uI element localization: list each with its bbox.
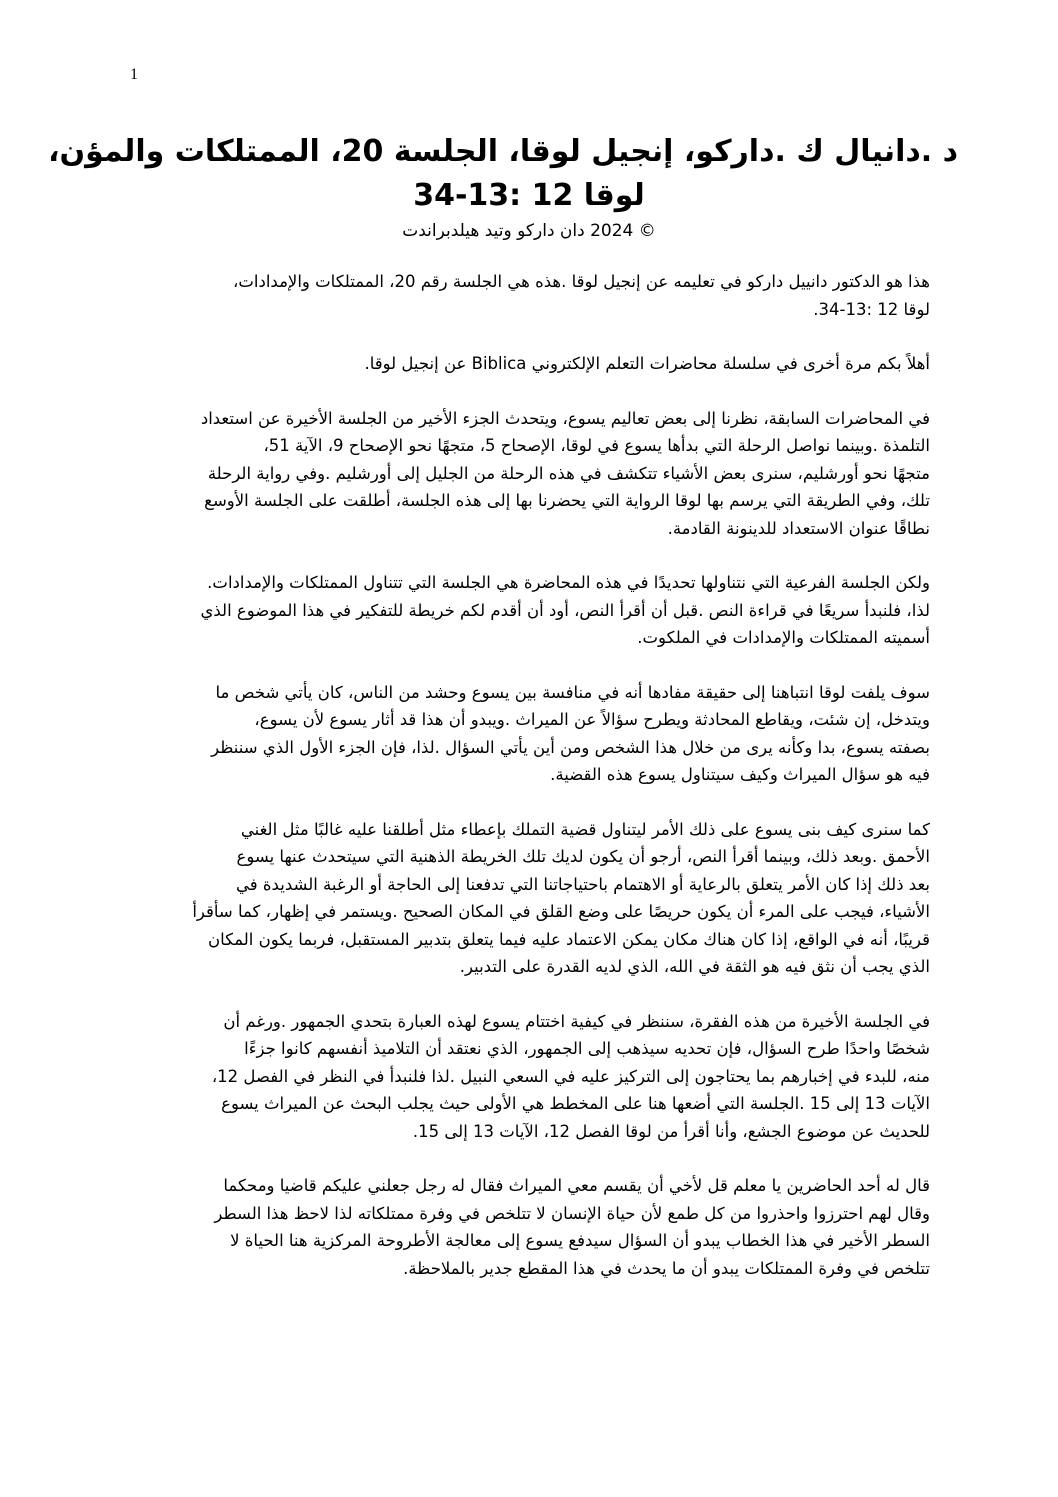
text-line: لوقا 12 :13-34. — [813, 299, 930, 319]
title-line: د .دانيال ك .داركو، إنجيل لوقا، الجلسة 20، الممتلكات والمؤن، — [48, 134, 958, 169]
paragraph-challenge — [130, 1008, 930, 1146]
text-line: لذا، فلنبدأ سريعًا في قراءة النص .قبل أن أقرأ النص، أود أن أقدم لكم خريطة للتفكير في هذا الموضوع الذي — [200, 600, 930, 620]
text-line: تتلخص في وفرة الممتلكات يبدو أن ما يحدث في هذا المقطع جدير بالملاحظة. — [403, 1258, 930, 1278]
text-line: أهلاً بكم مرة أخرى في سلسلة محاضرات التعلم الإلكتروني Biblica عن إنجيل لوقا. — [364, 354, 930, 373]
text-line: أسميته الممتلكات والإمدادات في الملكوت. — [637, 628, 930, 647]
text-line: قريبًا، أنه في الواقع، إذا كان هناك مكان يمكن الاعتماد عليه فيما يتعلق بتدبير المستقبل، فربما يكون المكان — [207, 929, 930, 949]
text-line: بعد ذلك إذا كان الأمر يتعلق بالرعاية أو الاهتمام باحتياجاتنا التي تدفعنا إلى الحاجة أو الرغبة الشديدة في — [236, 874, 930, 894]
text-line: منه، للبدء في إخبارهم بما يحتاجون إلى التركيز عليه في السعي النبيل .لذا فلنبدأ في النظر في الفصل 12، — [211, 1066, 930, 1086]
paragraph-welcome — [130, 350, 930, 378]
document-title — [48, 130, 958, 218]
text-line: للحديث عن موضوع الجشع، وأنا أقرأ من لوقا الفصل 12، الآيات 13 إلى 15. — [412, 1121, 930, 1141]
text-line: السطر الأخير في هذا الخطاب يبدو أن السؤال سيدفع يسوع إلى معالجة الأطروحة المركزية هنا الحياة لا — [230, 1231, 930, 1250]
text-line: بصفته يسوع، بدا وكأنه يرى من خلال هذا الشخص ومن أين يأتي السؤال .لذا، فإن الجزء الأول الذي سننظر — [211, 737, 930, 757]
text-line: قال له أحد الحاضرين يا معلم قل لأخي أن يقسم معي الميراث فقال له رجل جعلني عليكم قاضيا ومحكما — [223, 1176, 930, 1195]
text-line: سوف يلفت لوقا انتباهنا إلى حقيقة مفادها أنه في منافسة بين يسوع وحشد من الناس، كان يأتي شخص ما — [215, 682, 930, 702]
page-number: 1 — [130, 66, 138, 83]
text-line: الذي يجب أن نثق فيه هو الثقة في الله، الذي لديه القدرة على التدبير. — [459, 957, 930, 976]
text-line: الأحمق .وبعد ذلك، وبينما أقرأ النص، أرجو أن يكون لديك تلك الخريطة الذهنية التي سيتحدث عنها يسوع — [236, 847, 930, 866]
text-line: الأشياء، فيجب على المرء أن يكون حريصًا على وضع القلق في المكان الصحيح .ويستمر في إظهار، كما سأقرأ — [192, 902, 930, 921]
text-line: نطاقًا عنوان الاستعداد للدينونة القادمة. — [667, 518, 930, 538]
paragraph-inheritance — [130, 679, 930, 789]
text-line: فيه هو سؤال الميراث وكيف سيتناول يسوع هذه القضية. — [550, 765, 930, 784]
copyright-line: © 2024 دان داركو وتيد هيلدبراندت — [402, 221, 656, 241]
text-line: تلك، وفي الطريقة التي يرسم بها لوقا الرواية التي يحضرنا بها إلى هذه الجلسة، أطلقت على الجلسة الأوسع — [204, 491, 930, 510]
text-line: في المحاضرات السابقة، نظرنا إلى بعض تعاليم يسوع، ويتحدث الجزء الأخير من الجلسة الأخيرة عن استعداد — [200, 408, 930, 428]
document-body — [130, 268, 930, 1309]
paragraph-rich-fool — [130, 816, 930, 981]
paragraph-intro — [130, 268, 930, 323]
text-line: التلمذة .وبينما نواصل الرحلة التي بدأها يسوع في لوقا، الإصحاح 5، متجهًا نحو الإصحاح 9، الآية 51، — [263, 436, 930, 455]
text-line: ويتدخل، إن شئت، ويقاطع المحادثة ويطرح سؤالاً عن الميراث .ويبدو أن هذا قد أثار يسوع لأن يسوع، — [254, 710, 930, 729]
text-line: متجهًا نحو أورشليم، سنرى بعض الأشياء تتكشف في هذه الرحلة من الجليل إلى أورشليم .وفي رواية الرحلة — [207, 463, 930, 483]
title-line: لوقا 12 :13-34 — [413, 178, 645, 213]
text-line: هذا هو الدكتور دانييل داركو في تعليمه عن إنجيل لوقا .هذه هي الجلسة رقم 20، الممتلكات والإمدادات، — [233, 272, 930, 291]
paragraph-subsession — [130, 569, 930, 652]
text-line: الآيات 13 إلى 15 .الجلسة التي أضعها هنا على المخطط هي الأولى حيث يجلب البحث عن الميراث يسوع — [221, 1094, 930, 1113]
text-line: شخصًا واحدًا طرح السؤال، فإن تحديه سيذهب إلى الجمهور، الذي نعتقد أن التلاميذ أنفسهم كانوا جزءًا — [244, 1039, 930, 1058]
text-line: وقال لهم احترزوا واحذروا من كل طمع لأن حياة الإنسان لا تتلخص في وفرة ممتلكاته لذا لاحظ هذا السطر — [214, 1203, 930, 1223]
text-line: ولكن الجلسة الفرعية التي نتناولها تحديدًا في هذه المحاضرة هي الجلسة التي تتناول الممتلكات والإمدادات. — [207, 573, 930, 592]
text-line: كما سنرى كيف بنى يسوع على ذلك الأمر ليتناول قضية التملك بإعطاء مثل أطلقنا عليه غالبًا مثل الغني — [240, 819, 930, 839]
paragraph-scripture-reading — [130, 1172, 930, 1282]
text-line: في الجلسة الأخيرة من هذه الفقرة، سننظر في كيفية اختتام يسوع لهذه العبارة بتحدي الجمهور .ورغم أن — [223, 1011, 930, 1031]
paragraph-previous-lectures — [130, 405, 930, 543]
document-header — [48, 130, 958, 244]
